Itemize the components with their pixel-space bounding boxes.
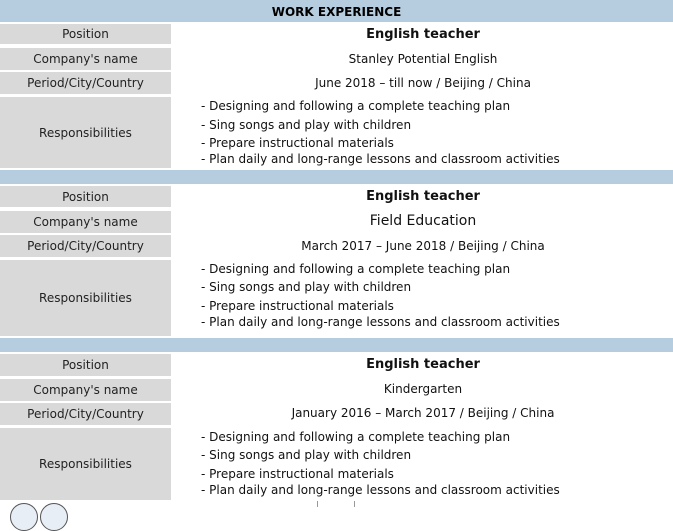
period-label: Period/City/Country [0, 403, 171, 425]
responsibilities-label: Responsibilities [0, 97, 171, 168]
company-value: Field Education [369, 213, 477, 229]
responsibilities-list [173, 260, 673, 336]
decorative-circle-icon [40, 503, 68, 531]
list-item: - Designing and following a complete teaching plan [201, 99, 511, 113]
responsibilities-list [173, 428, 673, 500]
list-item: - Designing and following a complete teaching plan [201, 430, 511, 444]
period-value: March 2017 – June 2018 / Beijing / China [301, 239, 545, 253]
company-label: Company's name [0, 48, 171, 70]
position-value: English teacher [366, 189, 480, 204]
list-item: - Prepare instructional materials [201, 299, 394, 313]
company-value: Kindergarten [383, 382, 463, 396]
list-item: - Sing songs and play with children [201, 118, 412, 132]
company-label: Company's name [0, 379, 171, 401]
decorative-circle-icon [10, 503, 38, 531]
position-label: Position [0, 24, 171, 44]
period-value: January 2016 – March 2017 / Beijing / China [291, 406, 555, 420]
company-label: Company's name [0, 211, 171, 233]
position-label: Position [0, 354, 171, 376]
section-title: WORK EXPERIENCE [0, 0, 673, 22]
list-item: - Prepare instructional materials [201, 467, 394, 481]
list-item: - Designing and following a complete teaching plan [201, 262, 511, 276]
period-value: June 2018 – till now / Beijing / China [315, 76, 531, 90]
position-value: English teacher [366, 356, 480, 372]
section-divider [0, 170, 673, 184]
list-item: - Prepare instructional materials [201, 136, 394, 150]
position-label: Position [0, 186, 171, 207]
responsibilities-list [173, 97, 673, 168]
company-value: Stanley Potential English [348, 52, 498, 66]
list-item: - Plan daily and long-range lessons and classroom activities [201, 152, 560, 166]
period-label: Period/City/Country [0, 72, 171, 94]
list-item: - Sing songs and play with children [201, 280, 412, 294]
period-label: Period/City/Country [0, 235, 171, 257]
list-item: - Sing songs and play with children [201, 448, 412, 462]
section-divider [0, 338, 673, 352]
list-item: - Plan daily and long-range lessons and classroom activities [201, 483, 560, 497]
position-value: English teacher [366, 26, 480, 42]
responsibilities-label: Responsibilities [0, 428, 171, 500]
decorative-divider [317, 501, 355, 507]
list-item: - Plan daily and long-range lessons and classroom activities [201, 315, 560, 329]
responsibilities-label: Responsibilities [0, 260, 171, 336]
